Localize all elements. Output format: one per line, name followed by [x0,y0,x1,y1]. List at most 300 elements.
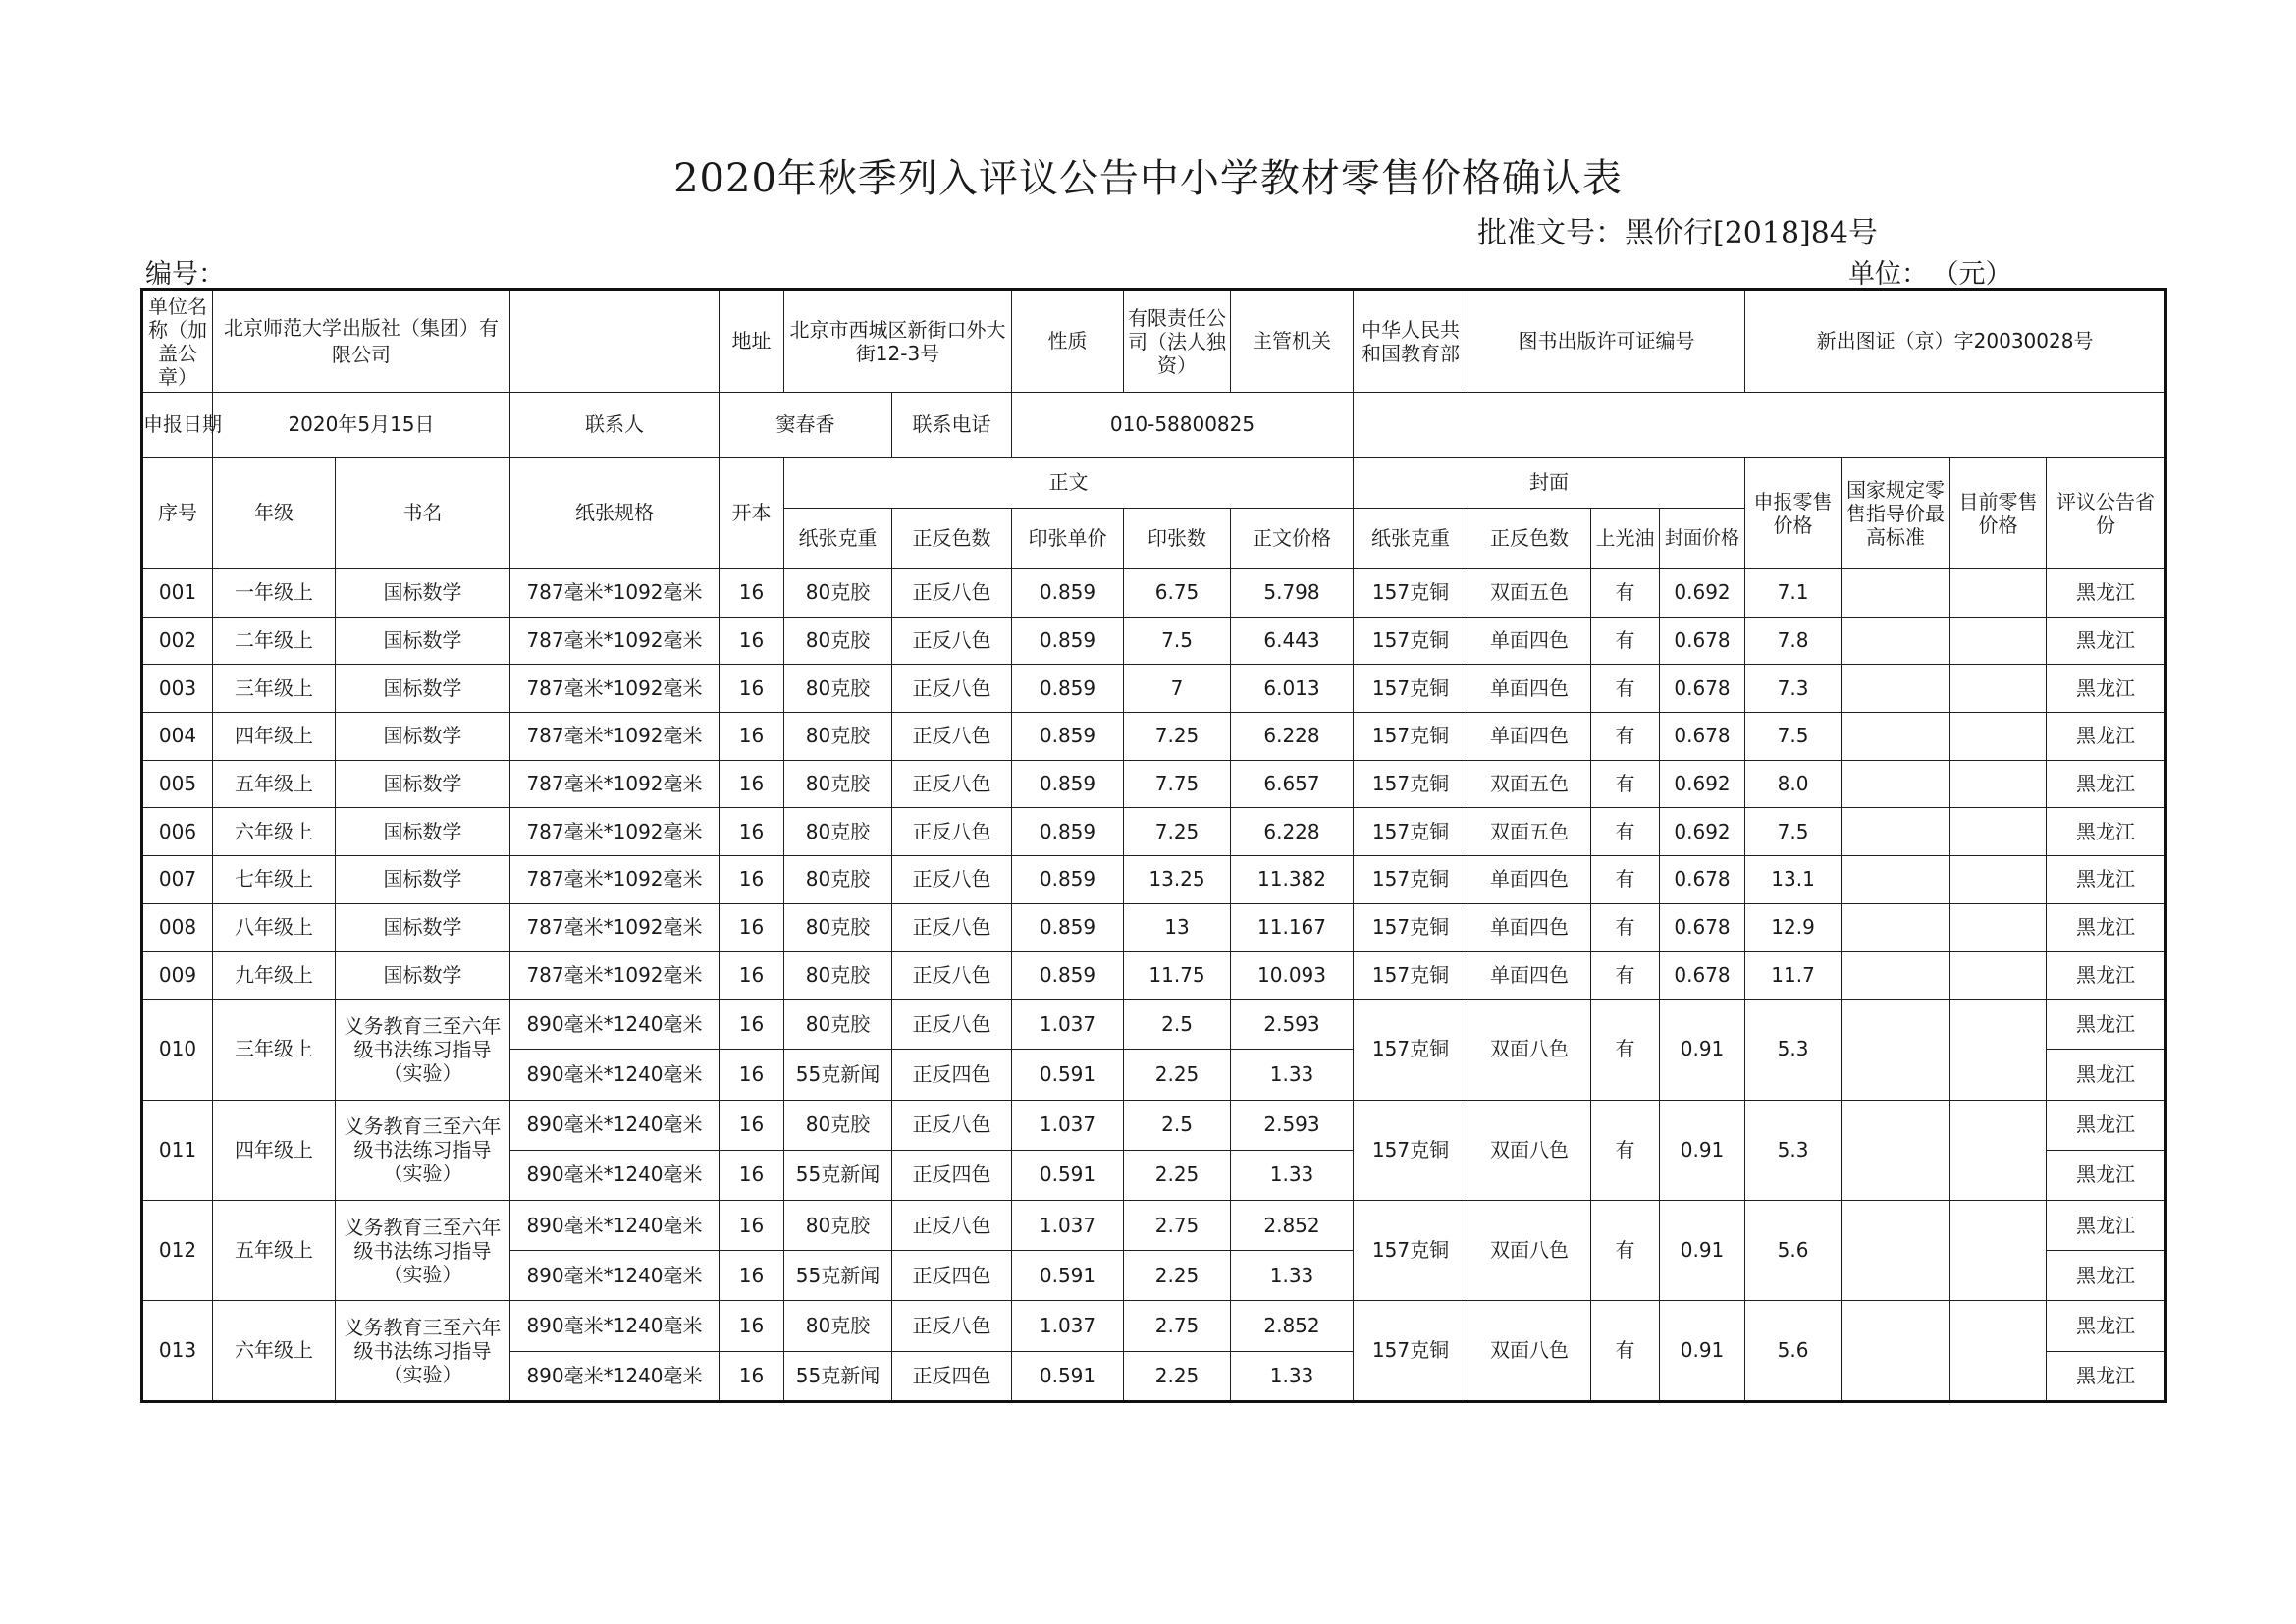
cell-declared-price: 7.8 [1745,617,1842,665]
col-current-price: 目前零售价格 [1950,458,2047,569]
cell-paper-size: 890毫米*1240毫米 [510,1050,720,1100]
cell-cover-colors: 双面八色 [1468,1100,1591,1200]
cell-body-colors: 正反八色 [892,1301,1012,1351]
cell-sheets: 11.75 [1124,951,1231,1000]
cell-cover-price: 0.692 [1660,569,1745,618]
cell-cover-weight: 157克铜 [1354,665,1468,713]
cell-current-price [1950,617,2047,665]
cell-cover-price: 0.678 [1660,665,1745,713]
cell-format: 16 [720,808,784,856]
cell-declared-price: 11.7 [1745,951,1842,1000]
cell-current-price [1950,856,2047,904]
cell-body-price: 2.593 [1231,1100,1354,1150]
cell-body-weight: 80克胶 [784,665,892,713]
cell-format: 16 [720,1150,784,1200]
cell-cover-colors: 双面五色 [1468,569,1591,618]
cell-body-weight: 80克胶 [784,1200,892,1250]
col-national-max: 国家规定零售指导价最高标准 [1842,458,1950,569]
cell-cover-weight: 157克铜 [1354,713,1468,761]
cell-cover-weight: 157克铜 [1354,760,1468,808]
col-cover-price: 封面价格 [1660,509,1745,569]
cell-current-price [1950,1100,2047,1200]
contact: 窦春香 [720,393,892,458]
cell-format: 16 [720,1000,784,1050]
cell-grade: 一年级上 [213,569,336,618]
cell-declared-price: 5.3 [1745,1000,1842,1100]
license-label: 图书出版许可证编号 [1468,290,1745,393]
cell-sheets: 2.25 [1124,1050,1231,1100]
cell-grade: 五年级上 [213,1200,336,1300]
cell-body-price: 6.228 [1231,713,1354,761]
cell-paper-size: 890毫米*1240毫米 [510,1251,720,1301]
cell-cover-colors: 单面四色 [1468,856,1591,904]
cell-cover-colors: 单面四色 [1468,665,1591,713]
nature: 有限责任公司（法人独资） [1124,290,1231,393]
price-table [140,288,2167,1403]
cell-sheets: 6.75 [1124,569,1231,618]
cell-book: 国标数学 [336,951,510,1000]
cell-cover-colors: 单面四色 [1468,951,1591,1000]
cell-body-weight: 80克胶 [784,617,892,665]
cell-sheets: 2.25 [1124,1351,1231,1401]
cell-current-price [1950,665,2047,713]
cell-paper-size: 787毫米*1092毫米 [510,760,720,808]
cell-current-price [1950,569,2047,618]
cell-cover-price: 0.678 [1660,856,1745,904]
cell-national-max [1842,951,1950,1000]
table-row [142,760,2166,808]
cell-declared-price: 7.5 [1745,713,1842,761]
cell-seq: 009 [142,951,213,1000]
cell-format: 16 [720,1100,784,1150]
cell-format: 16 [720,1050,784,1100]
cell-body-colors: 正反八色 [892,951,1012,1000]
cell-cover-colors: 单面四色 [1468,903,1591,951]
cell-current-price [1950,903,2047,951]
cell-format: 16 [720,569,784,618]
cell-seq: 005 [142,760,213,808]
cell-gloss: 有 [1591,1000,1660,1100]
cell-sheet-price: 1.037 [1012,1000,1124,1050]
cell-sheet-price: 0.859 [1012,569,1124,618]
cell-seq: 006 [142,808,213,856]
cell-cover-colors: 双面五色 [1468,760,1591,808]
cell-book: 国标数学 [336,617,510,665]
cell-national-max [1842,617,1950,665]
col-sheet-price: 印张单价 [1012,509,1124,569]
cell-grade: 二年级上 [213,617,336,665]
col-body-weight: 纸张克重 [784,509,892,569]
cell-body-colors: 正反四色 [892,1251,1012,1301]
cell-body-weight: 55克新闻 [784,1050,892,1100]
cell-book: 国标数学 [336,569,510,618]
cell-paper-size: 890毫米*1240毫米 [510,1301,720,1351]
cell-grade: 四年级上 [213,713,336,761]
cell-declared-price: 7.1 [1745,569,1842,618]
cell-province: 黑龙江 [2047,1351,2166,1401]
cell-grade: 四年级上 [213,1100,336,1200]
cell-gloss: 有 [1591,1301,1660,1401]
cell-seq: 008 [142,903,213,951]
cell-paper-size: 787毫米*1092毫米 [510,665,720,713]
cell-cover-weight: 157克铜 [1354,808,1468,856]
cell-paper-size: 890毫米*1240毫米 [510,1150,720,1200]
cell-current-price [1950,760,2047,808]
cell-paper-size: 787毫米*1092毫米 [510,713,720,761]
cell-sheet-price: 0.591 [1012,1251,1124,1301]
cell-gloss: 有 [1591,808,1660,856]
cell-gloss: 有 [1591,713,1660,761]
cell-cover-colors: 双面八色 [1468,1000,1591,1100]
cell-sheets: 2.5 [1124,1000,1231,1050]
cell-cover-weight: 157克铜 [1354,1301,1468,1401]
cell-cover-colors: 双面五色 [1468,808,1591,856]
cell-book: 国标数学 [336,760,510,808]
table-row [142,1000,2166,1050]
cell-book: 国标数学 [336,808,510,856]
cell-grade: 八年级上 [213,903,336,951]
phone-label: 联系电话 [892,393,1012,458]
cell-body-colors: 正反八色 [892,1000,1012,1050]
cell-sheets: 7.25 [1124,713,1231,761]
cell-cover-price: 0.91 [1660,1100,1745,1200]
cell-sheet-price: 1.037 [1012,1200,1124,1250]
cell-seq: 007 [142,856,213,904]
cell-body-colors: 正反八色 [892,760,1012,808]
cell-body-colors: 正反八色 [892,808,1012,856]
cell-paper-size: 787毫米*1092毫米 [510,569,720,618]
unit-name: 北京师范大学出版社（集团）有限公司 [213,290,510,393]
table-row [142,713,2166,761]
cell-declared-price: 8.0 [1745,760,1842,808]
authority: 中华人民共和国教育部 [1354,290,1468,393]
cell-sheet-price: 0.859 [1012,903,1124,951]
cell-body-colors: 正反四色 [892,1150,1012,1200]
cell-cover-weight: 157克铜 [1354,903,1468,951]
unit-value: （元） [1946,259,2012,290]
cell-cover-weight: 157克铜 [1354,569,1468,618]
cell-cover-price: 0.91 [1660,1301,1745,1401]
col-gloss: 上光油 [1591,509,1660,569]
cell-seq: 010 [142,1000,213,1100]
cell-sheet-price: 0.859 [1012,808,1124,856]
cell-book: 国标数学 [336,856,510,904]
cell-format: 16 [720,665,784,713]
cell-cover-weight: 157克铜 [1354,1200,1468,1300]
header-row-unit [142,290,2166,393]
cell-grade: 七年级上 [213,856,336,904]
cell-body-price: 6.443 [1231,617,1354,665]
cell-body-price: 6.228 [1231,808,1354,856]
cell-seq: 011 [142,1100,213,1200]
cell-body-price: 1.33 [1231,1351,1354,1401]
cell-body-colors: 正反八色 [892,665,1012,713]
col-group-body: 正文 [784,458,1354,509]
header-row-contact [142,393,2166,458]
cell-sheet-price: 0.859 [1012,951,1124,1000]
cell-sheets: 7.5 [1124,617,1231,665]
cell-format: 16 [720,1251,784,1301]
cell-national-max [1842,1200,1950,1300]
cell-seq: 003 [142,665,213,713]
cell-province: 黑龙江 [2047,856,2166,904]
cell-format: 16 [720,1351,784,1401]
cell-body-price: 11.167 [1231,903,1354,951]
cell-sheet-price: 1.037 [1012,1301,1124,1351]
cell-declared-price: 7.3 [1745,665,1842,713]
cell-format: 16 [720,856,784,904]
contact-label: 联系人 [510,393,720,458]
cell-format: 16 [720,951,784,1000]
cell-sheet-price: 0.591 [1012,1150,1124,1200]
cell-paper-size: 890毫米*1240毫米 [510,1200,720,1250]
unit-name-label: 单位名称（加盖公章） [142,290,213,393]
table-row [142,1200,2166,1250]
cell-province: 黑龙江 [2047,713,2166,761]
cell-sheet-price: 0.591 [1012,1351,1124,1401]
cell-gloss: 有 [1591,856,1660,904]
cell-declared-price: 5.6 [1745,1200,1842,1300]
cell-book: 国标数学 [336,713,510,761]
cell-sheets: 2.5 [1124,1100,1231,1150]
cell-province: 黑龙江 [2047,1100,2166,1150]
cell-current-price [1950,808,2047,856]
cell-body-price: 10.093 [1231,951,1354,1000]
cell-province: 黑龙江 [2047,903,2166,951]
cell-national-max [1842,903,1950,951]
address-label: 地址 [720,290,784,393]
cell-paper-size: 890毫米*1240毫米 [510,1100,720,1150]
cell-body-price: 6.657 [1231,760,1354,808]
cell-seq: 001 [142,569,213,618]
cell-national-max [1842,665,1950,713]
cell-sheets: 2.25 [1124,1150,1231,1200]
cell-body-colors: 正反八色 [892,1200,1012,1250]
cell-national-max [1842,856,1950,904]
cell-gloss: 有 [1591,951,1660,1000]
address: 北京市西城区新街口外大街12-3号 [784,290,1012,393]
col-province: 评议公告省份 [2047,458,2166,569]
cell-national-max [1842,1000,1950,1100]
cell-format: 16 [720,1200,784,1250]
cell-cover-colors: 单面四色 [1468,617,1591,665]
cell-national-max [1842,1100,1950,1200]
cell-seq: 013 [142,1301,213,1401]
cell-cover-price: 0.678 [1660,903,1745,951]
cell-paper-size: 787毫米*1092毫米 [510,808,720,856]
cell-body-colors: 正反八色 [892,903,1012,951]
serial-label: 编号： [145,259,225,290]
cell-province: 黑龙江 [2047,951,2166,1000]
cell-province: 黑龙江 [2047,1150,2166,1200]
cell-province: 黑龙江 [2047,1000,2166,1050]
col-sheets: 印张数 [1124,509,1231,569]
cell-province: 黑龙江 [2047,1301,2166,1351]
cell-body-price: 2.852 [1231,1200,1354,1250]
cell-body-weight: 80克胶 [784,1100,892,1150]
cell-cover-price: 0.678 [1660,617,1745,665]
cell-gloss: 有 [1591,665,1660,713]
cell-declared-price: 13.1 [1745,856,1842,904]
cell-province: 黑龙江 [2047,617,2166,665]
cell-grade: 五年级上 [213,760,336,808]
cell-body-price: 6.013 [1231,665,1354,713]
cell-province: 黑龙江 [2047,569,2166,618]
cell-paper-size: 787毫米*1092毫米 [510,617,720,665]
cell-gloss: 有 [1591,903,1660,951]
col-book: 书名 [336,458,510,569]
cell-cover-price: 0.91 [1660,1200,1745,1300]
cell-current-price [1950,1000,2047,1100]
cell-sheets: 2.75 [1124,1301,1231,1351]
col-cover-weight: 纸张克重 [1354,509,1468,569]
cell-body-price: 2.852 [1231,1301,1354,1351]
cell-format: 16 [720,713,784,761]
license: 新出图证（京）字20030028号 [1745,290,2166,393]
cell-province: 黑龙江 [2047,760,2166,808]
col-body-colors: 正反色数 [892,509,1012,569]
cell-current-price [1950,1200,2047,1300]
cell-body-weight: 80克胶 [784,951,892,1000]
price-table-body [142,290,2166,1402]
phone: 010-58800825 [1012,393,1354,458]
cell-province: 黑龙江 [2047,1251,2166,1301]
cell-body-weight: 80克胶 [784,569,892,618]
cell-national-max [1842,760,1950,808]
cell-grade: 九年级上 [213,951,336,1000]
cell-seq: 002 [142,617,213,665]
cell-body-price: 1.33 [1231,1251,1354,1301]
cell-body-weight: 55克新闻 [784,1251,892,1301]
cell-gloss: 有 [1591,617,1660,665]
cell-national-max [1842,569,1950,618]
cell-body-price: 1.33 [1231,1150,1354,1200]
cell-declared-price: 7.5 [1745,808,1842,856]
cell-sheet-price: 0.859 [1012,617,1124,665]
col-paper-size: 纸张规格 [510,458,720,569]
cell-body-weight: 80克胶 [784,760,892,808]
cell-paper-size: 787毫米*1092毫米 [510,856,720,904]
table-row [142,1301,2166,1351]
cell-paper-size: 787毫米*1092毫米 [510,903,720,951]
cell-declared-price: 5.3 [1745,1100,1842,1200]
cell-body-price: 5.798 [1231,569,1354,618]
cell-body-price: 2.593 [1231,1000,1354,1050]
cell-book: 国标数学 [336,665,510,713]
table-row [142,1100,2166,1150]
cell-cover-colors: 双面八色 [1468,1301,1591,1401]
cell-body-price: 11.382 [1231,856,1354,904]
cell-sheets: 2.25 [1124,1251,1231,1301]
cell-cover-price: 0.692 [1660,760,1745,808]
table-row [142,665,2166,713]
cell-gloss: 有 [1591,1200,1660,1300]
table-row [142,903,2166,951]
cell-cover-weight: 157克铜 [1354,1000,1468,1100]
col-group-cover: 封面 [1354,458,1745,509]
cell-sheets: 13.25 [1124,856,1231,904]
cell-body-weight: 80克胶 [784,713,892,761]
cell-cover-colors: 双面八色 [1468,1200,1591,1300]
unit-name-cont [510,290,720,393]
cell-gloss: 有 [1591,1100,1660,1200]
col-grade: 年级 [213,458,336,569]
unit-line [1848,252,2012,291]
cell-body-weight: 80克胶 [784,1301,892,1351]
cell-body-price: 1.33 [1231,1050,1354,1100]
cell-sheets: 13 [1124,903,1231,951]
cell-cover-weight: 157克铜 [1354,617,1468,665]
cell-cover-price: 0.692 [1660,808,1745,856]
cell-declared-price: 12.9 [1745,903,1842,951]
cell-sheets: 7.25 [1124,808,1231,856]
cell-sheets: 7 [1124,665,1231,713]
cell-body-weight: 55克新闻 [784,1150,892,1200]
page-title: 2020年秋季列入评议公告中小学教材零售价格确认表 [673,156,1623,201]
cell-cover-weight: 157克铜 [1354,951,1468,1000]
cell-body-weight: 80克胶 [784,903,892,951]
cell-cover-weight: 157克铜 [1354,856,1468,904]
cell-gloss: 有 [1591,569,1660,618]
cell-sheets: 2.75 [1124,1200,1231,1250]
unit-label: 单位： [1848,259,1928,290]
table-row [142,808,2166,856]
cell-book: 义务教育三至六年级书法练习指导（实验） [336,1100,510,1200]
cell-grade: 三年级上 [213,665,336,713]
cell-body-colors: 正反四色 [892,1351,1012,1401]
cell-paper-size: 787毫米*1092毫米 [510,951,720,1000]
cell-body-colors: 正反八色 [892,617,1012,665]
cell-grade: 六年级上 [213,1301,336,1401]
cell-cover-price: 0.91 [1660,1000,1745,1100]
cell-cover-colors: 单面四色 [1468,713,1591,761]
cell-format: 16 [720,1301,784,1351]
cell-body-weight: 80克胶 [784,808,892,856]
cell-province: 黑龙江 [2047,1050,2166,1100]
cell-sheet-price: 0.859 [1012,760,1124,808]
cell-cover-price: 0.678 [1660,951,1745,1000]
table-row [142,951,2166,1000]
cell-sheet-price: 0.859 [1012,665,1124,713]
cell-national-max [1842,1301,1950,1401]
cell-paper-size: 890毫米*1240毫米 [510,1000,720,1050]
cell-grade: 三年级上 [213,1000,336,1100]
cell-sheets: 7.75 [1124,760,1231,808]
cell-sheet-price: 1.037 [1012,1100,1124,1150]
col-cover-colors: 正反色数 [1468,509,1591,569]
table-row [142,569,2166,618]
cell-province: 黑龙江 [2047,1200,2166,1250]
cell-body-weight: 55克新闻 [784,1351,892,1401]
cell-gloss: 有 [1591,760,1660,808]
col-format: 开本 [720,458,784,569]
cell-seq: 004 [142,713,213,761]
column-header-row-1 [142,458,2166,509]
cell-province: 黑龙江 [2047,665,2166,713]
date-label: 申报日期 [142,393,213,458]
cell-body-weight: 80克胶 [784,856,892,904]
table-row [142,856,2166,904]
col-seq: 序号 [142,458,213,569]
authority-label: 主管机关 [1231,290,1354,393]
col-body-price: 正文价格 [1231,509,1354,569]
cell-paper-size: 890毫米*1240毫米 [510,1351,720,1401]
cell-book: 义务教育三至六年级书法练习指导（实验） [336,1200,510,1300]
cell-national-max [1842,808,1950,856]
cell-body-colors: 正反八色 [892,569,1012,618]
cell-book: 义务教育三至六年级书法练习指导（实验） [336,1301,510,1401]
approval-number: 批准文号：黑价行[2018]84号 [1477,216,1878,250]
